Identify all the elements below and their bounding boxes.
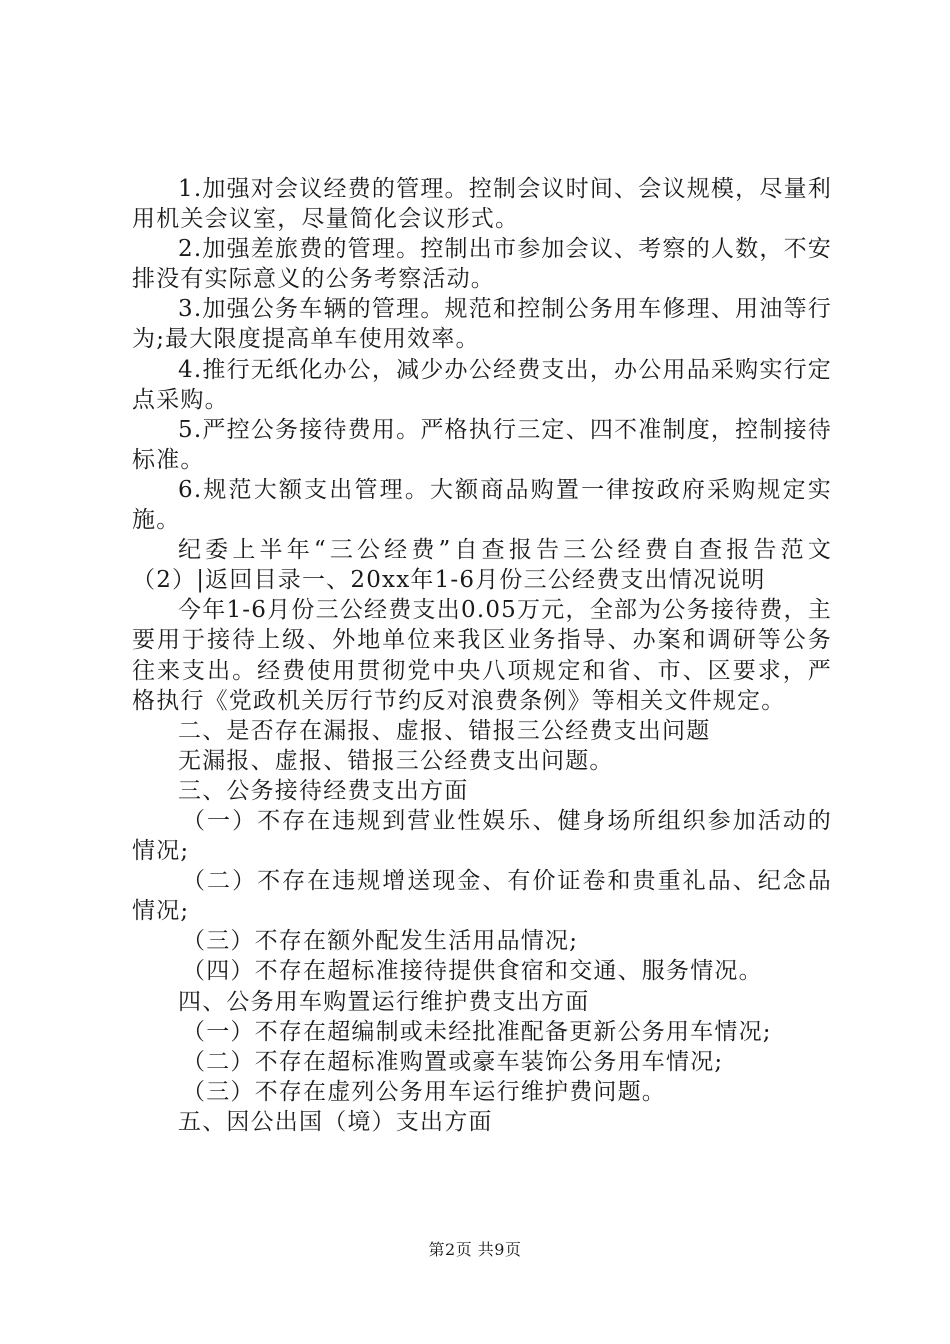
paragraph-vehicle-management: 3.加强公务车辆的管理。规范和控制公务用车修理、用油等行为;最大限度提高单车使用效率。 <box>132 296 832 353</box>
list-item: （一）不存在超编制或未经批准配备更新公务用车情况; <box>182 1018 772 1045</box>
page-number-footer: 第2页 共9页 <box>428 1240 522 1259</box>
list-item: （三）不存在虚列公务用车运行维护费问题。 <box>182 1078 666 1105</box>
paragraph-paperless-office: 4.推行无纸化办公，减少办公经费支出，办公用品采购实行定点采购。 <box>132 356 832 413</box>
section-heading-five: 五、因公出国（境）支出方面 <box>178 1108 493 1135</box>
list-item: （二）不存在违规增送现金、有价证卷和贵重礼品、纪念品情况; <box>132 868 832 925</box>
paragraph-large-expenditures: 6.规范大额支出管理。大额商品购置一律按政府采购规定实施。 <box>132 476 832 534</box>
paragraph-meeting-expenses: 1.加强对会议经费的管理。控制会议时间、会议规模，尽量利用机关会议室，尽量简化会议形式。 <box>132 176 832 233</box>
list-item: （四）不存在超标准接待提供食宿和交通、服务情况。 <box>182 958 763 985</box>
list-item: （二）不存在超标准购置或豪车装饰公务用车情况; <box>182 1048 724 1075</box>
paragraph-expense-summary: 今年1-6月份三公经费支出0.05万元，全部为公务接待费，主要用于接待上级、外地单位来我区业务指导、办案和调研等公务往来支出。经费使用贯彻党中央八项规定和省、市、区要求，严格执行《党政机关厉行节约反对浪费条例》等相关文件规定。 <box>132 597 832 714</box>
paragraph-reception-costs: 5.严控公务接待费用。严格执行三定、四不准制度，控制接待标准。 <box>132 416 832 473</box>
document-body <box>132 174 832 1137</box>
section-heading-three: 三、公务接待经费支出方面 <box>178 777 469 804</box>
paragraph-no-misreporting: 无漏报、虚报、错报三公经费支出问题。 <box>178 747 614 774</box>
list-item: （一）不存在违规到营业性娱乐、健身场所组织参加活动的情况; <box>132 807 832 865</box>
list-item: （三）不存在额外配发生活用品情况; <box>182 928 579 955</box>
section-heading-two: 二、是否存在漏报、虚报、错报三公经费支出问题 <box>178 717 711 744</box>
section-heading-four: 四、公务用车购置运行维护费支出方面 <box>178 988 590 1015</box>
paragraph-report-title: 纪委上半年“三公经费”自查报告三公经费自查报告范文（2）|返回目录一、20xx年1-6月份三公经费支出情况说明 <box>132 537 832 594</box>
paragraph-travel-expenses: 2.加强差旅费的管理。控制出市参加会议、考察的人数，不安排没有实际意义的公务考察活动。 <box>132 236 832 293</box>
